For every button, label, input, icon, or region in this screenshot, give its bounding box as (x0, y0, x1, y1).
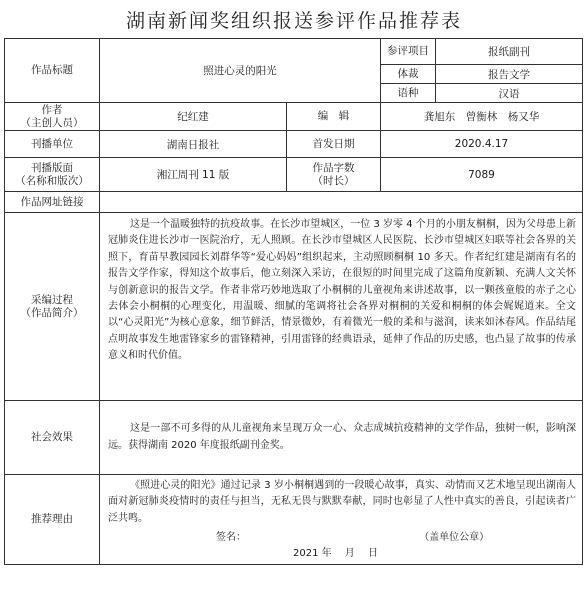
reason-text: 《照进心灵的阳光》通过记录 3 岁小桐桐遇到的一段暖心故事，真实、动情而又艺术地呈现出湖南人面对新冠肺炎疫情时的责任与担当，无私无畏与默默奉献，同时也彰显了人性中真实的善良，引起读者广泛共鸣。 (108, 480, 576, 524)
web-link-label: 作品网址链接 (5, 192, 100, 213)
word-count-label-line1: 作品字数 (312, 161, 355, 174)
process-label-line1: 采编过程 (31, 293, 73, 306)
author-label-line1: 作者 (41, 103, 63, 116)
publisher-label: 刊播单位 (5, 131, 100, 158)
page-title: 湖南新闻奖组织报送参评作品推荐表 (125, 10, 462, 32)
first-pub-label: 首发日期 (287, 131, 381, 158)
reason-cell (100, 475, 583, 565)
first-pub-value: 2020.4.17 (381, 131, 583, 158)
process-label (5, 213, 100, 401)
category-value: 报纸副刊 (436, 39, 583, 65)
word-count-value: 7089 (381, 158, 583, 192)
seal-note: （盖单位公章） (419, 531, 490, 543)
process-text: 这是一个温暖独特的抗疫故事。在长沙市望城区，一位 3 岁零 4 个月的小朋友桐桐，因为父母患上新冠肺炎住进长沙市一医院治疗，无人照顾。在长沙市望城区人民医院、长沙市望城区妇联等社会各界的关照下，育苗早教园园长刘群华等“爱心妈妈”组织起来，主动照顾桐桐 10 多天。作者纪红建是湖南有名的报告文学作家，得知这个故事后，他立刻深入采访，在很短的时间里完成了这篇角度新颖、充满人文关怀与创新意识的报告文学。作者非常巧妙地选取了小桐桐的儿童视角来讲述故事，以一颗孩童般的赤子之心去体会小桐桐的心理变化，用温暖、细腻的笔调将社会各界对桐桐的关爱和桐桐的体会娓娓道来。全文以“心灵阳光”为核心意象，细节鲜活，情景微妙，有着微光一般的柔和与滋润，读来如沐春风。作品结尾点明故事发生地雷锋家乡的雷锋精神，引用雷锋的经典语录，延伸了作品的历史感，也凸显了故事的传承意义和时代价值。 (100, 213, 583, 401)
language-value: 汉语 (436, 84, 583, 103)
web-link-value (100, 192, 583, 213)
layout-label (5, 158, 100, 192)
work-title-value: 照进心灵的阳光 (100, 39, 381, 103)
author-label-line2: （主创人员） (20, 116, 84, 129)
language-label: 语种 (381, 84, 436, 103)
editor-value: 龚旭东 曾衡林 杨又华 (381, 103, 583, 131)
genre-value: 报告文学 (436, 65, 583, 84)
work-title-label: 作品标题 (5, 39, 100, 103)
date-line (108, 544, 576, 559)
signature-label: 签名： (216, 531, 246, 543)
author-value: 纪红建 (100, 103, 287, 131)
word-count-label (287, 158, 381, 192)
recommendation-form (4, 38, 583, 565)
author-label (5, 103, 100, 131)
genre-label: 体裁 (381, 65, 436, 84)
reason-label: 推荐理由 (5, 475, 100, 565)
layout-value: 湘江周刊 11 版 (100, 158, 287, 192)
layout-label-line1: 刊播版面 (31, 161, 73, 174)
process-label-line2: （作品简介） (20, 306, 84, 319)
editor-label: 编 辑 (287, 103, 381, 131)
word-count-label-line2: （时长） (312, 174, 355, 187)
category-label: 参评项目 (381, 39, 436, 65)
publisher-value: 湖南日报社 (100, 131, 287, 158)
signature-line (108, 528, 576, 543)
sign-date: 2021 年 月 日 (293, 547, 378, 559)
effect-text: 这是一部不可多得的从儿童视角来呈现万众一心、众志成城抗疫精神的文学作品，独树一帜，影响深远。获得湖南 2020 年度报纸副刊金奖。 (100, 401, 583, 475)
effect-label: 社会效果 (5, 401, 100, 475)
layout-label-line2: （名称和版次） (15, 174, 89, 187)
